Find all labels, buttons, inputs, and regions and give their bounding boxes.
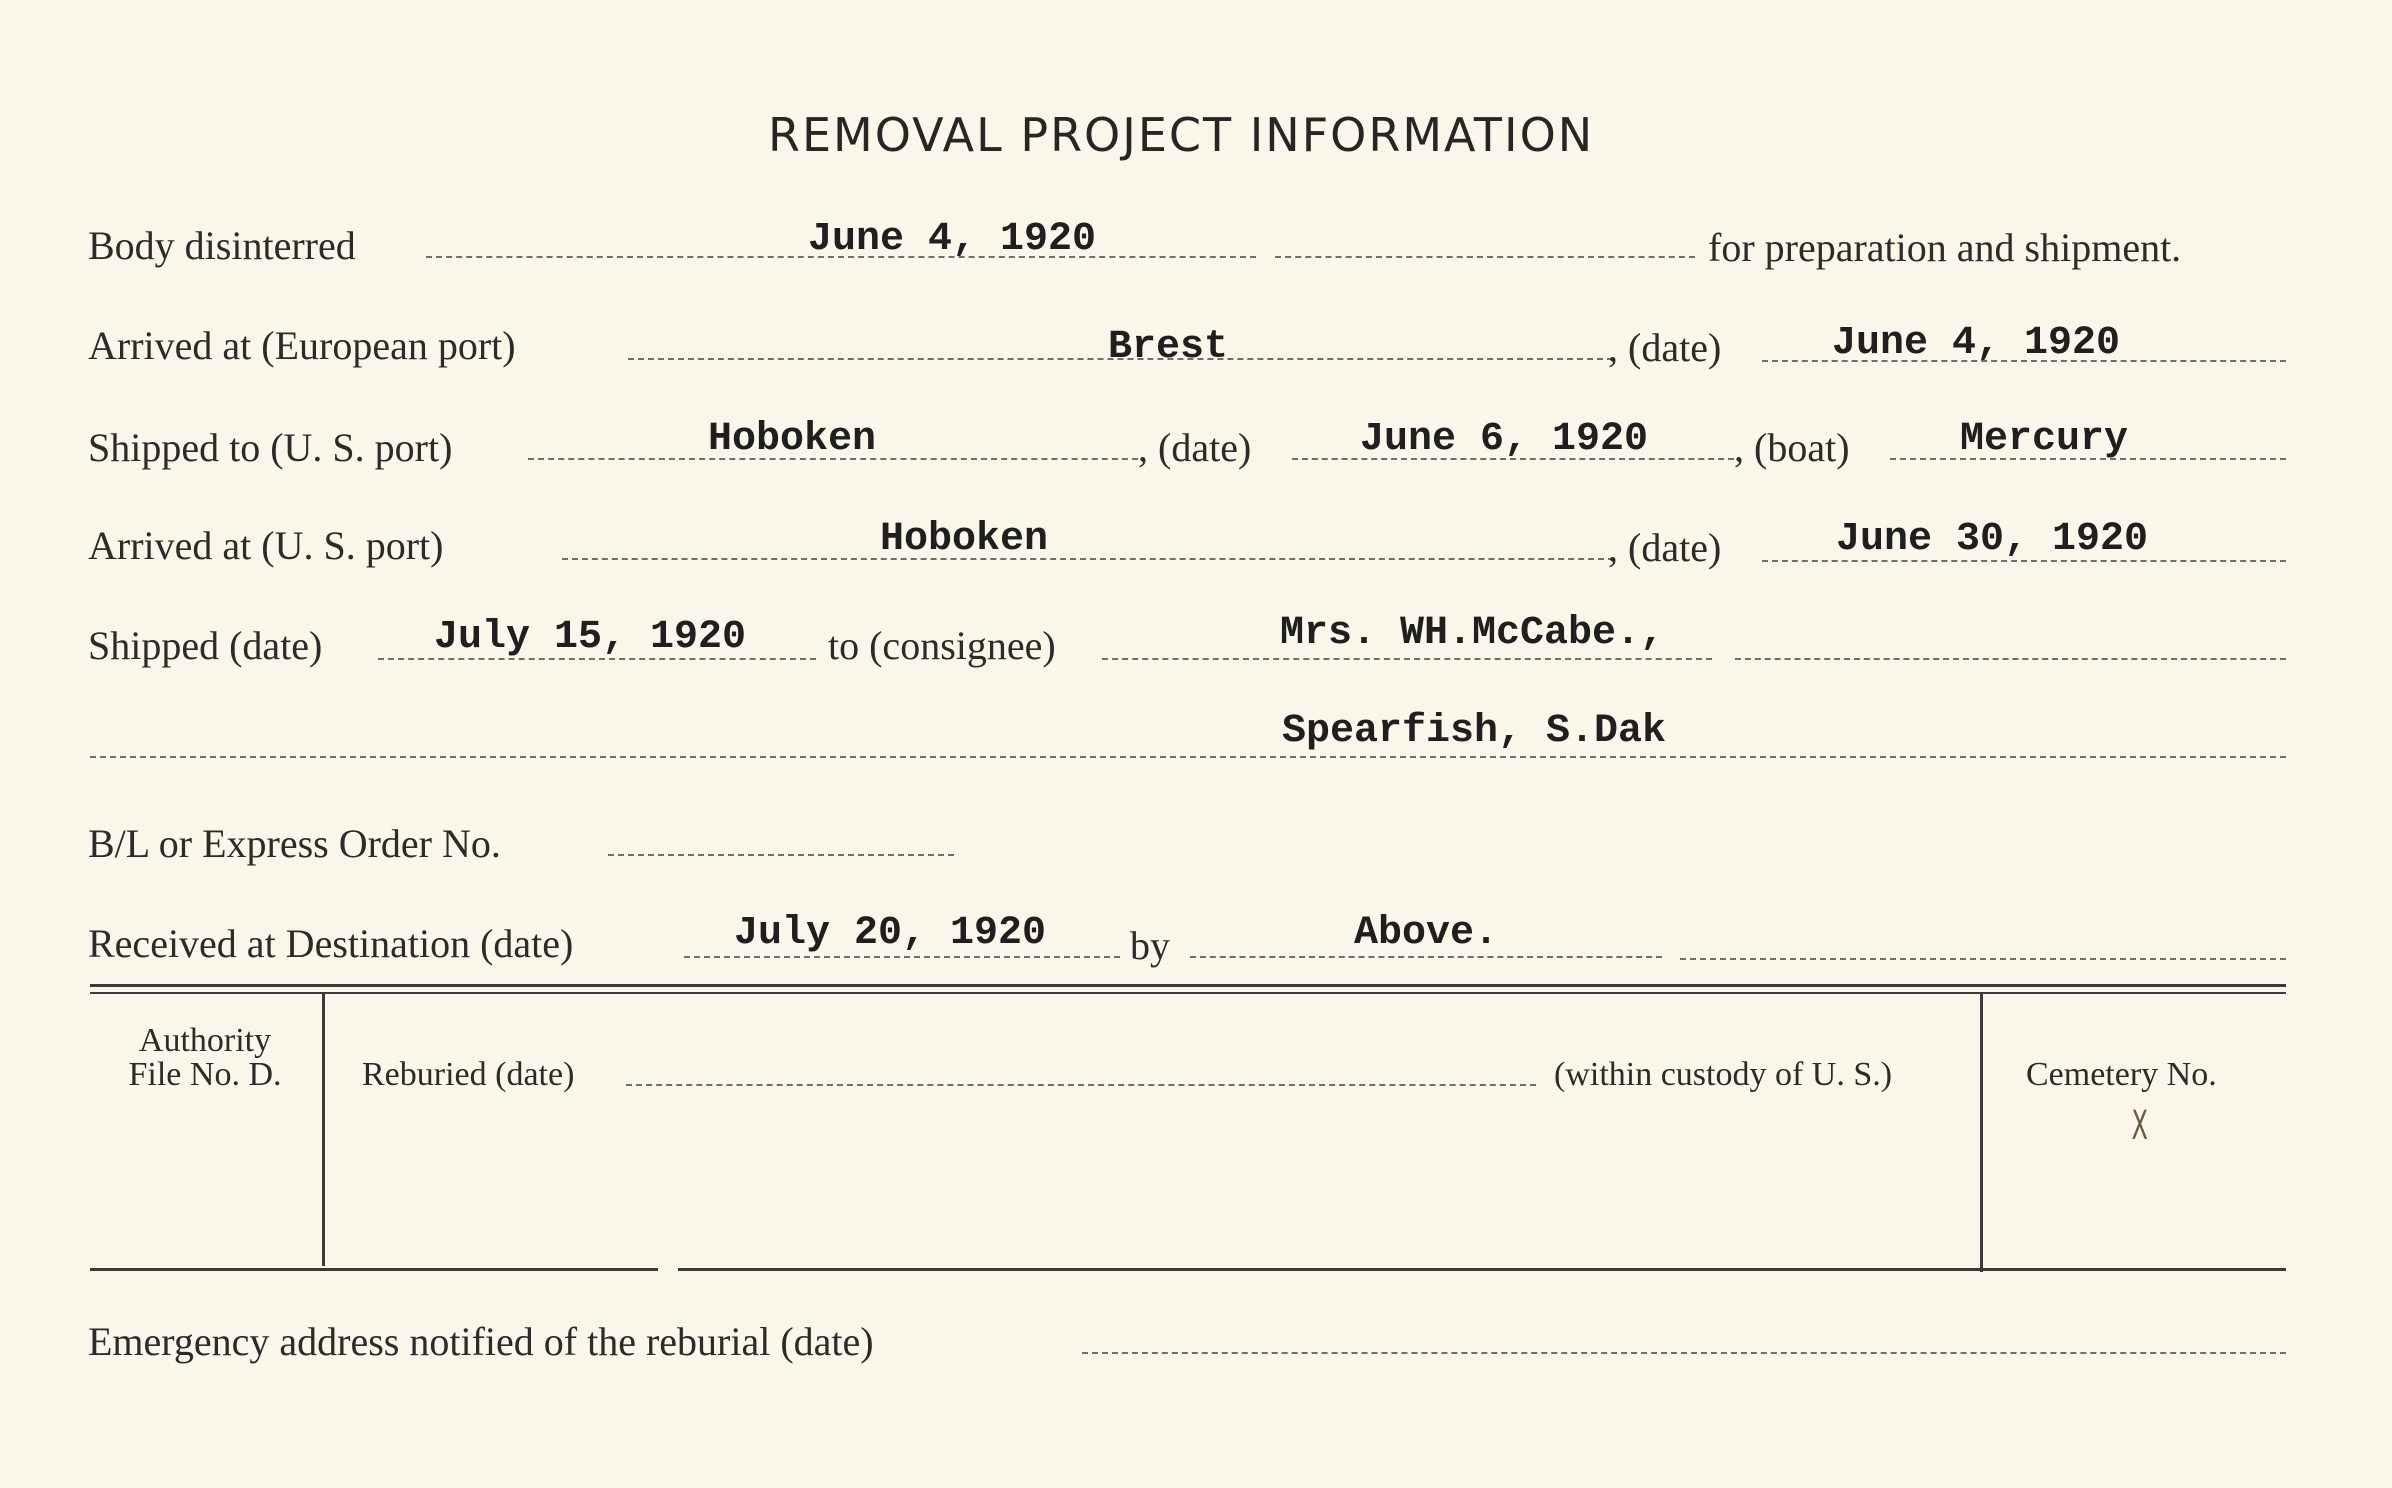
shipped-to-us-date-label: , (date) (1138, 425, 1252, 470)
shipped-to-us-date: June 6, 1920 (1360, 417, 1649, 462)
cemetery-mark: X (2131, 1103, 2148, 1149)
address-line (90, 756, 2286, 758)
received-label: Received at Destination (date) (88, 921, 574, 966)
box-divider-left (322, 994, 325, 1266)
shipped-to-us-label: Shipped to (U. S. port) (88, 425, 453, 470)
received-date: July 20, 1920 (734, 911, 1047, 956)
consignee-value: Mrs. WH.McCabe., (1280, 611, 1665, 656)
received-by-line-2 (1680, 958, 2286, 960)
consignee-line-2 (1735, 658, 2286, 660)
arrived-us-date-label: , (date) (1608, 525, 1722, 570)
custody-note: (within custody of U. S.) (1554, 1056, 1893, 1093)
arrived-us-port: Hoboken (880, 517, 1049, 562)
arrived-european-date-label: , (date) (1608, 325, 1722, 370)
box-bottom-rule-1 (90, 1268, 658, 1271)
arrived-us-label: Arrived at (U. S. port) (88, 523, 444, 568)
arrived-us-date: June 30, 1920 (1836, 517, 2149, 562)
consignee-label: to (consignee) (828, 623, 1056, 668)
body-disinterred-suffix: for preparation and shipment. (1708, 225, 2182, 270)
emergency-label: Emergency address notified of the reburial (date) (88, 1319, 874, 1364)
shipped-to-us-boat: Mercury (1960, 417, 2129, 462)
bl-order-label: B/L or Express Order No. (88, 821, 501, 866)
consignee-line (1102, 658, 1712, 660)
reburied-line (626, 1084, 1536, 1086)
received-by-line (1190, 956, 1662, 958)
arrived-european-port: Brest (1108, 325, 1229, 370)
received-by-label: by (1130, 923, 1170, 968)
arrived-us-port-line (562, 558, 1614, 560)
consignee-address: Spearfish, S.Dak (1282, 709, 1667, 754)
emergency-line (1082, 1352, 2286, 1354)
body-disinterred-line-2 (1275, 256, 1695, 258)
shipped-date-label: Shipped (date) (88, 623, 323, 668)
arrived-european-label: Arrived at (European port) (88, 323, 516, 368)
authority-label-1: Authority (138, 1022, 272, 1059)
shipped-to-us-boat-label: , (boat) (1734, 425, 1850, 470)
box-top-rule (90, 984, 2286, 987)
arrived-european-date: June 4, 1920 (1832, 321, 2121, 366)
bl-order-line (608, 854, 954, 856)
body-disinterred-label: Body disinterred (88, 223, 356, 268)
received-by-value: Above. (1354, 911, 1499, 956)
box-divider-right (1980, 994, 1983, 1272)
shipped-to-us-port: Hoboken (708, 417, 877, 462)
body-disinterred-date: June 4, 1920 (808, 217, 1097, 262)
received-date-line (684, 956, 1120, 958)
reburied-label: Reburied (date) (362, 1056, 575, 1093)
card-title: REMOVAL PROJECT INFORMATION (768, 108, 1595, 162)
box-bottom-rule-2 (678, 1268, 2286, 1271)
box-top-rule-2 (90, 992, 2286, 994)
shipped-date-value: July 15, 1920 (434, 615, 747, 660)
cemetery-label: Cemetery No. (2026, 1056, 2217, 1093)
authority-label-2: File No. D. (128, 1056, 282, 1093)
